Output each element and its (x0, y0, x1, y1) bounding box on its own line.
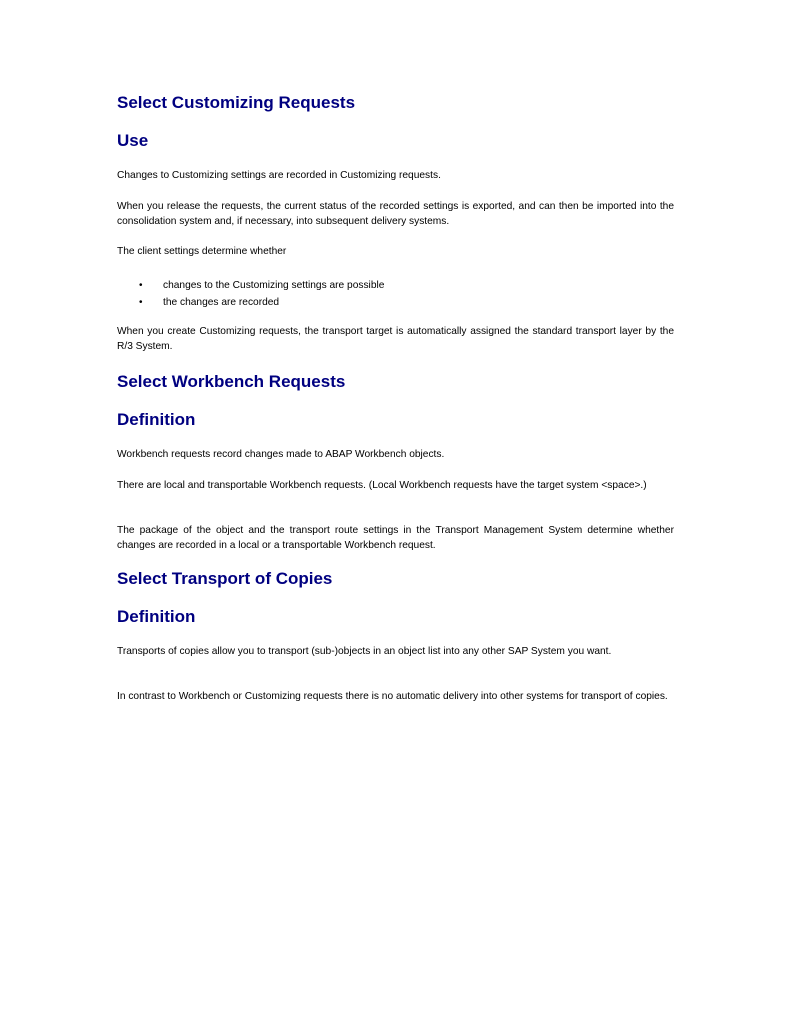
paragraph: There are local and transportable Workbench requests. (Local Workbench requests have the target system <space>.) (117, 480, 647, 491)
list-item-text: the changes are recorded (163, 296, 280, 308)
bullet-icon: • (139, 280, 143, 291)
subheading-definition: Definition (117, 607, 196, 626)
paragraph: In contrast to Workbench or Customizing requests there is no automatic delivery into other systems for transport of copies. (117, 691, 668, 702)
paragraph: The package of the object and the transport route settings in the Transport Management System determine whether changes are recorded in a local or a transportable Workbench request. (117, 525, 674, 551)
list-item (117, 278, 674, 295)
subheading-definition: Definition (117, 410, 196, 429)
paragraph: When you release the requests, the current status of the recorded settings is exported, and can then be imported into the consolidation system and, if necessary, into subsequent delivery systems. (117, 201, 674, 227)
bullet-list (117, 278, 674, 311)
paragraph: The client settings determine whether (117, 246, 287, 257)
paragraph: When you create Customizing requests, the transport target is automatically assigned the standard transport layer by the R/3 System. (117, 326, 674, 352)
list-item-text: changes to the Customizing settings are possible (163, 280, 385, 291)
paragraph: Workbench requests record changes made to ABAP Workbench objects. (117, 449, 445, 460)
bullet-icon: • (139, 296, 143, 308)
paragraph: Transports of copies allow you to transport (sub-)objects in an object list into any other SAP System you want. (117, 646, 612, 657)
section-title-transport-of-copies: Select Transport of Copies (117, 569, 333, 588)
section-title-workbench-requests: Select Workbench Requests (117, 372, 346, 391)
paragraph: Changes to Customizing settings are recorded in Customizing requests. (117, 170, 441, 181)
list-item (117, 295, 674, 312)
subheading-use: Use (117, 131, 149, 150)
section-title-customizing-requests: Select Customizing Requests (117, 93, 356, 112)
